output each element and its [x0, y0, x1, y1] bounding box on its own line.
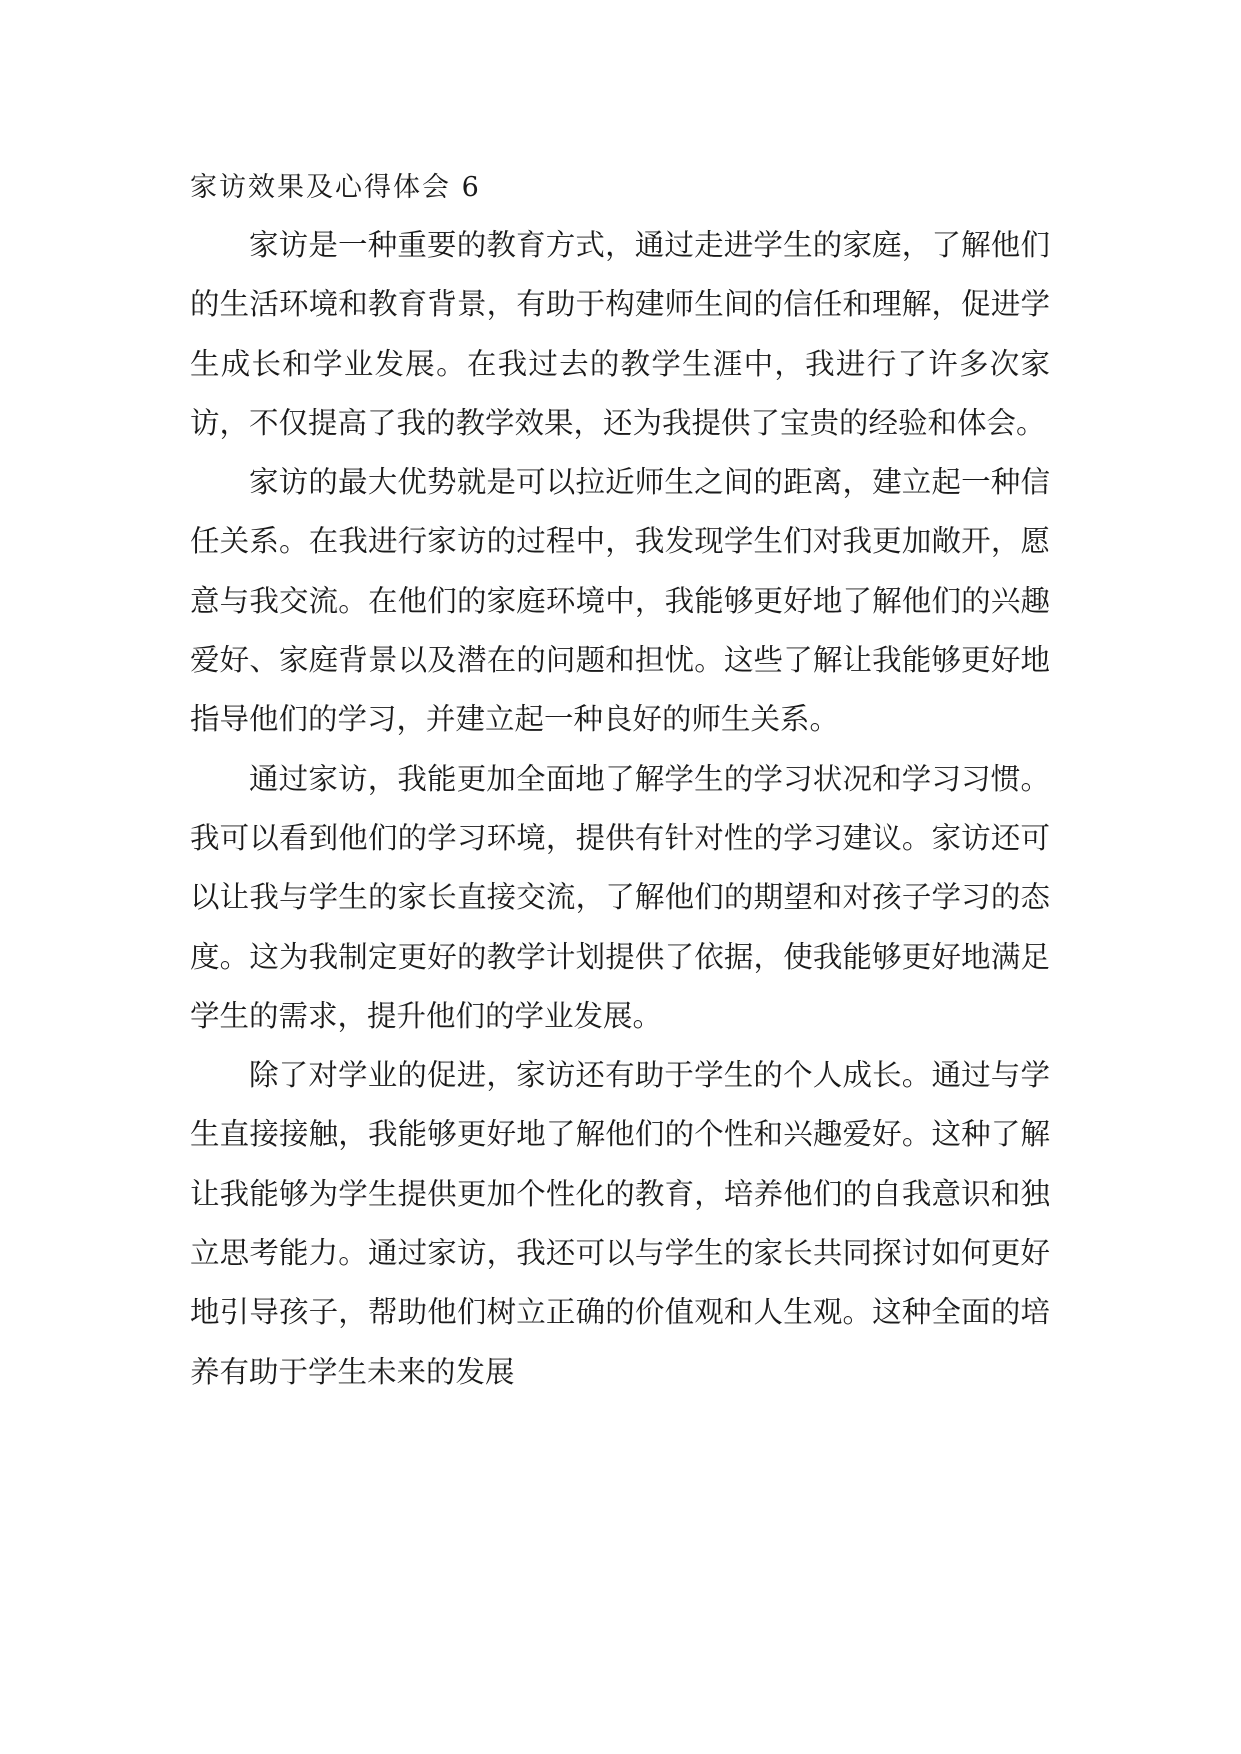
paragraph: 家访的最大优势就是可以拉近师生之间的距离，建立起一种信任关系。在我进行家访的过程中，我发现学生们对我更加敞开，愿意与我交流。在他们的家庭环境中，我能够更好地了解他们的兴趣爱好、家庭背景以及潜在的问题和担忧。这些了解让我能够更好地指导他们的学习，并建立起一种良好的师生关系。 [190, 465, 1050, 737]
paragraph: 家访是一种重要的教育方式，通过走进学生的家庭，了解他们的生活环境和教育背景，有助于构建师生间的信任和理解，促进学生成长和学业发展。在我过去的教学生涯中，我进行了许多次家访，不仅提高了我的教学效果，还为我提供了宝贵的经验和体会。 [190, 228, 1050, 440]
document-body [190, 160, 1050, 1402]
paragraph: 通过家访，我能更加全面地了解学生的学习状况和学习习惯。我可以看到他们的学习环境，提供有针对性的学习建议。家访还可以让我与学生的家长直接交流，了解他们的期望和对孩子学习的态度。这为我制定更好的教学计划提供了依据，使我能够更好地满足学生的需求，提升他们的学业发展。 [190, 761, 1050, 1033]
document-title: 家访效果及心得体会 6 [190, 172, 481, 203]
paragraph: 除了对学业的促进，家访还有助于学生的个人成长。通过与学生直接接触，我能够更好地了解他们的个性和兴趣爱好。这种了解让我能够为学生提供更加个性化的教育，培养他们的自我意识和独立思考能力。通过家访，我还可以与学生的家长共同探讨如何更好地引导孩子，帮助他们树立正确的价值观和人生观。这种全面的培养有助于学生未来的发展 [190, 1058, 1050, 1389]
